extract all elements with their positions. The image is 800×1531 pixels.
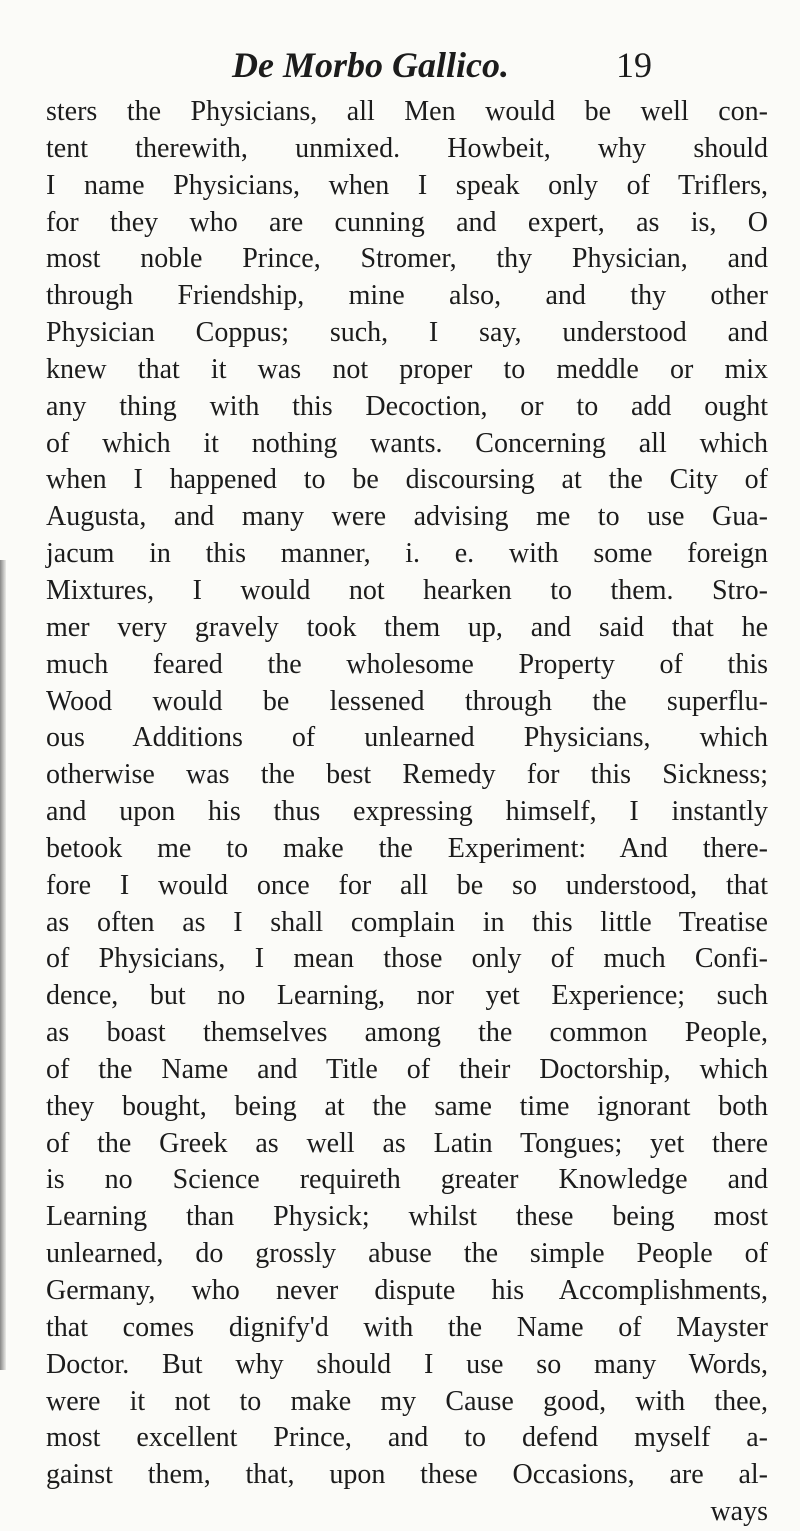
text-line: fore I would once for all be so understood, that bbox=[46, 869, 768, 901]
text-line: is no Science requireth greater Knowledge and bbox=[46, 1164, 768, 1196]
text-line: ous Additions of unlearned Physicians, which bbox=[46, 722, 768, 754]
text-line: Learning than Physick; whilst these being most bbox=[46, 1201, 768, 1233]
text-line: most excellent Prince, and to defend myself a- bbox=[46, 1422, 768, 1454]
text-line: knew that it was not proper to meddle or mix bbox=[46, 353, 768, 385]
text-line: betook me to make the Experiment: And there- bbox=[46, 832, 768, 864]
text-line: of the Name and Title of their Doctorship, which bbox=[46, 1053, 768, 1085]
text-line: they bought, being at the same time ignorant both bbox=[46, 1090, 768, 1122]
text-line: of the Greek as well as Latin Tongues; yet there bbox=[46, 1127, 768, 1159]
page-edge-shadow bbox=[0, 560, 6, 1370]
text-line: that comes dignify'd with the Name of Mayster bbox=[46, 1311, 768, 1343]
text-line: unlearned, do grossly abuse the simple People of bbox=[46, 1238, 768, 1270]
text-line: gainst them, that, upon these Occasions, are al- bbox=[46, 1459, 768, 1491]
text-line: Germany, who never dispute his Accomplishments, bbox=[46, 1275, 768, 1306]
page-header bbox=[232, 44, 672, 94]
text-line: were it not to make my Cause good, with thee, bbox=[46, 1385, 768, 1417]
body-text bbox=[46, 94, 768, 1531]
text-line: I name Physicians, when I speak only of Triflers, bbox=[46, 169, 768, 201]
text-line: most noble Prince, Stromer, thy Physician, and bbox=[46, 243, 768, 275]
text-line: any thing with this Decoction, or to add ought bbox=[46, 390, 768, 422]
text-line: jacum in this manner, i. e. with some foreign bbox=[46, 538, 768, 570]
text-line: Physician Coppus; such, I say, understood and bbox=[46, 317, 768, 349]
text-line: dence, but no Learning, nor yet Experience; such bbox=[46, 980, 768, 1012]
text-line: as often as I shall complain in this little Treatise bbox=[46, 906, 768, 938]
text-line: sters the Physicians, all Men would be well con- bbox=[46, 96, 768, 127]
text-line: of which it nothing wants. Concerning all which bbox=[46, 427, 768, 459]
page-number: 19 bbox=[616, 45, 652, 85]
text-line: Mixtures, I would not hearken to them. Stro- bbox=[46, 574, 768, 606]
text-line: tent therewith, unmixed. Howbeit, why should bbox=[46, 132, 768, 164]
text-line: when I happened to be discoursing at the City of bbox=[46, 464, 768, 496]
text-line: otherwise was the best Remedy for this Sickness; bbox=[46, 759, 768, 791]
running-title: De Morbo Gallico. bbox=[232, 45, 509, 85]
text-line: through Friendship, mine also, and thy other bbox=[46, 280, 768, 312]
text-line: mer very gravely took them up, and said that he bbox=[46, 611, 768, 643]
text-line: and upon his thus expressing himself, I instantly bbox=[46, 796, 768, 828]
text-line: Augusta, and many were advising me to use Gua- bbox=[46, 501, 768, 533]
text-line: ways bbox=[710, 1496, 768, 1528]
text-line: of Physicians, I mean those only of much Confi- bbox=[46, 943, 768, 975]
text-line: much feared the wholesome Property of this bbox=[46, 648, 768, 680]
text-line: Wood would be lessened through the superflu- bbox=[46, 685, 768, 717]
text-line: as boast themselves among the common People, bbox=[46, 1017, 768, 1049]
text-line: Doctor. But why should I use so many Words, bbox=[46, 1348, 768, 1380]
text-line: for they who are cunning and expert, as is, O bbox=[46, 206, 768, 238]
